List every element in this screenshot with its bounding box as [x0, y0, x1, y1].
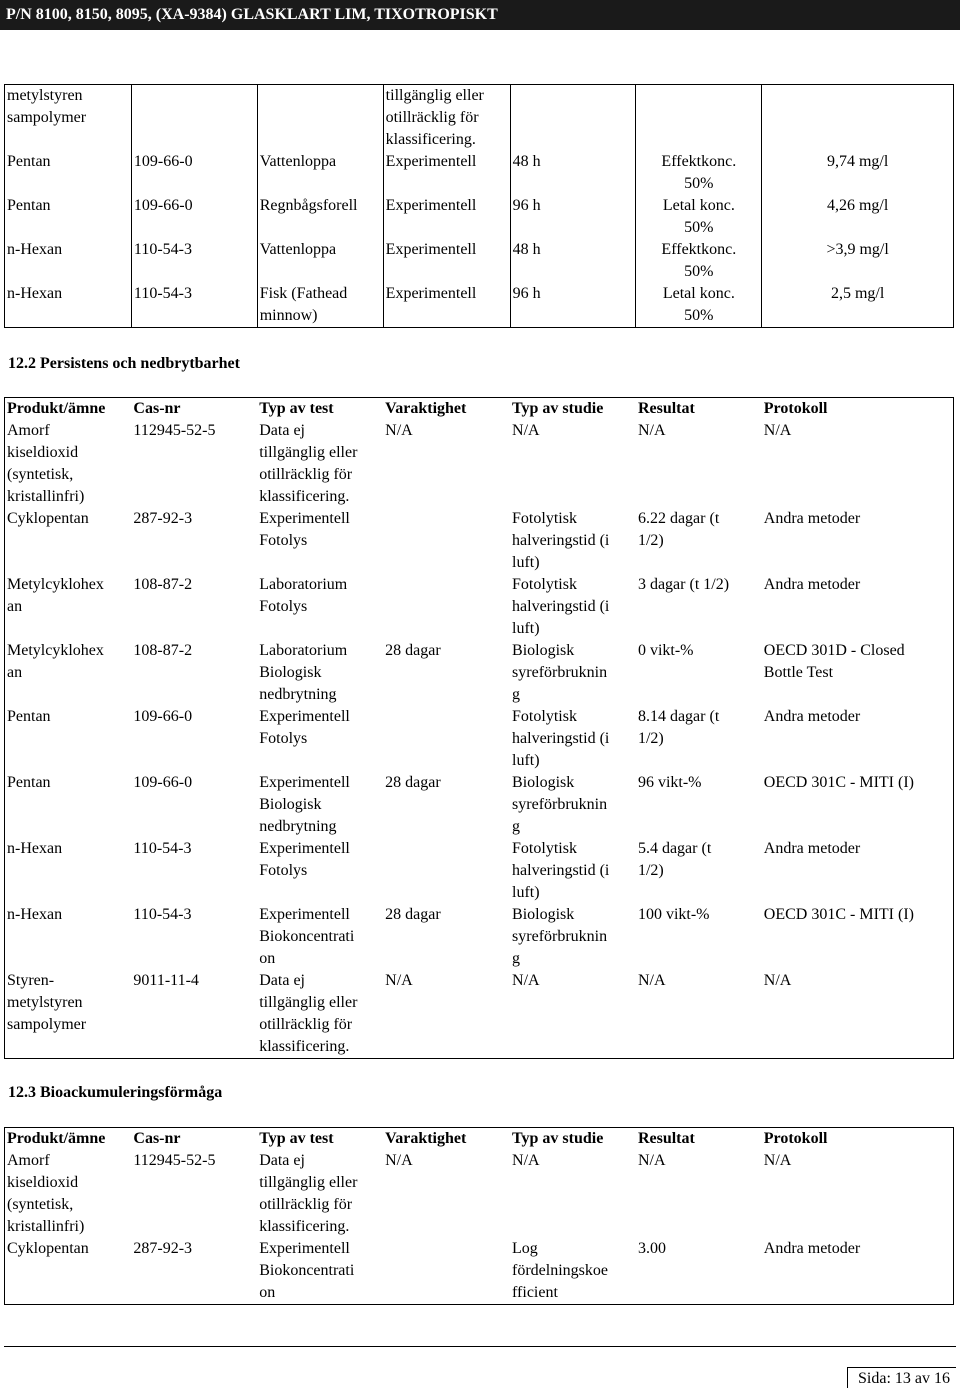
table-cell: Pentan — [5, 151, 132, 195]
table-cell: Fisk (Fathead minnow) — [257, 283, 383, 328]
table-cell: Cyklopentan — [7, 1240, 89, 1257]
column-header: Cas-nr — [133, 400, 181, 417]
table-row — [5, 970, 954, 1059]
table-cell: Pentan — [7, 774, 51, 791]
table-cell — [383, 706, 510, 772]
column-header: Cas-nr — [133, 1130, 181, 1147]
table-row — [5, 239, 954, 283]
table-row — [5, 508, 954, 574]
column-header: Protokoll — [763, 1130, 828, 1147]
table-row — [5, 283, 954, 328]
table-cell: Letal konc. 50% — [636, 283, 762, 328]
table-cell: Data ej tillgänglig eller otillräcklig för klassificering. — [259, 422, 358, 505]
table-cell: 28 dagar — [385, 774, 441, 791]
table-cell: 109-66-0 — [131, 151, 257, 195]
table-cell: Biologisk syreförbruknin g — [512, 642, 608, 703]
table-cell: 48 h — [510, 151, 636, 195]
table-cell: Andra metoder — [763, 510, 861, 527]
table-cell: Vattenloppa — [257, 151, 383, 195]
table-cell: Experimentell — [383, 151, 510, 195]
column-header: Protokoll — [763, 400, 828, 417]
table-cell: 8.14 dagar (t 1/2) — [637, 708, 720, 747]
table-cell: N/A — [637, 422, 666, 439]
table-cell: n-Hexan — [5, 239, 132, 283]
table-cell: N/A — [385, 1152, 413, 1169]
table-cell: Cyklopentan — [7, 510, 89, 527]
table-cell — [383, 508, 510, 574]
table-cell: Experimentell Fotolys — [259, 840, 350, 879]
table-row — [5, 838, 954, 904]
column-header: Resultat — [637, 400, 695, 417]
table-row — [5, 1150, 954, 1238]
table-cell: Experimentell Fotolys — [259, 708, 350, 747]
section-title-persistence: 12.2 Persistens och nedbrytbarhet — [8, 355, 240, 372]
table-header-row — [5, 1128, 954, 1151]
column-header: Produkt/ämne — [7, 1130, 106, 1147]
table-cell: 6.22 dagar (t 1/2) — [637, 510, 720, 549]
table-cell: N/A — [763, 972, 792, 989]
table-cell: OECD 301C - MITI (I) — [763, 774, 914, 791]
table-cell: Amorf kiseldioxid (syntetisk, kristallinfri) — [7, 1152, 85, 1235]
table-cell: N/A — [763, 422, 792, 439]
table-cell: Andra metoder — [763, 840, 861, 857]
table-cell: n-Hexan — [7, 840, 63, 857]
table-cell: 112945-52-5 — [133, 1152, 216, 1169]
table-cell: 109-66-0 — [133, 708, 193, 725]
table-cell: 110-54-3 — [133, 840, 192, 857]
table-cell: 110-54-3 — [131, 283, 257, 328]
table-cell: Fotolytisk halveringstid (i luft) — [512, 510, 610, 571]
table-cell: Biologisk syreförbruknin g — [512, 774, 608, 835]
table-cell: 2,5 mg/l — [762, 283, 954, 328]
table-cell: 112945-52-5 — [133, 422, 216, 439]
column-header: Varaktighet — [385, 400, 467, 417]
table-cell: 109-66-0 — [133, 774, 193, 791]
table-row — [5, 904, 954, 970]
table-cell: Experimentell — [383, 195, 510, 239]
table-cell: 96 h — [510, 283, 636, 328]
table-row — [5, 574, 954, 640]
table-cell: N/A — [512, 422, 540, 439]
bioaccumulation-table — [4, 1127, 954, 1305]
table-cell: 110-54-3 — [131, 239, 257, 283]
table-cell: Pentan — [5, 195, 132, 239]
table-cell: 3 dagar (t 1/2) — [637, 576, 730, 593]
table-cell: N/A — [512, 1152, 540, 1169]
table-cell: n-Hexan — [7, 906, 63, 923]
column-header: Typ av test — [259, 400, 334, 417]
table-cell: Log fördelningskoe fficient — [512, 1240, 608, 1301]
table-row — [5, 772, 954, 838]
table-row — [5, 85, 954, 152]
table-cell: Metylcyklohex an — [7, 642, 104, 681]
table-cell: Experimentell Biologisk nedbrytning — [259, 774, 350, 835]
table-cell: N/A — [385, 972, 413, 989]
table-cell: Styren- metylstyren sampolymer — [7, 972, 87, 1033]
table-cell: N/A — [512, 972, 540, 989]
table-row — [5, 706, 954, 772]
table-cell: 28 dagar — [385, 642, 441, 659]
table-cell: Experimentell Fotolys — [259, 510, 350, 549]
table-row — [5, 420, 954, 508]
table-cell: 0 vikt-% — [637, 642, 694, 659]
table-cell: 287-92-3 — [133, 1240, 193, 1257]
table-cell: n-Hexan — [5, 283, 132, 328]
table-cell: N/A — [763, 1152, 792, 1169]
table-row — [5, 1238, 954, 1305]
table-cell: 9,74 mg/l — [762, 151, 954, 195]
page-number: Sida: 13 av 16 — [847, 1367, 956, 1388]
table-cell: 96 h — [510, 195, 636, 239]
ecotoxicity-table-continued — [4, 84, 954, 328]
table-cell: Laboratorium Fotolys — [259, 576, 348, 615]
table-cell — [762, 85, 954, 152]
table-cell: 9011-11-4 — [133, 972, 199, 989]
table-cell: 109-66-0 — [131, 195, 257, 239]
table-cell: Biologisk syreförbruknin g — [512, 906, 608, 967]
table-row — [5, 151, 954, 195]
table-cell — [510, 85, 636, 152]
table-cell: Effektkonc. 50% — [636, 239, 762, 283]
table-cell — [257, 85, 383, 152]
column-header: Varaktighet — [385, 1130, 467, 1147]
table-cell: Andra metoder — [763, 708, 861, 725]
table-cell: Letal konc. 50% — [636, 195, 762, 239]
section-title-bioaccumulation: 12.3 Bioackumuleringsförmåga — [8, 1084, 223, 1101]
table-cell: Experimentell Biokoncentrati on — [259, 1240, 355, 1301]
table-row — [5, 640, 954, 706]
table-cell: 28 dagar — [385, 906, 441, 923]
column-header: Typ av test — [259, 1130, 334, 1147]
table-cell: Data ej tillgänglig eller otillräcklig för klassificering. — [259, 1152, 358, 1235]
table-row — [5, 195, 954, 239]
table-cell: 5.4 dagar (t 1/2) — [637, 840, 712, 879]
table-cell: Andra metoder — [763, 576, 861, 593]
table-cell: Metylcyklohex an — [7, 576, 104, 615]
table-cell: Experimentell — [383, 283, 510, 328]
table-cell: 48 h — [510, 239, 636, 283]
table-header-row — [5, 398, 954, 421]
table-cell: Experimentell — [383, 239, 510, 283]
table-cell: >3,9 mg/l — [762, 239, 954, 283]
table-cell: Effektkonc. 50% — [636, 151, 762, 195]
table-cell: 3.00 — [637, 1240, 666, 1257]
table-cell: Laboratorium Biologisk nedbrytning — [259, 642, 348, 703]
table-cell: OECD 301D - Closed Bottle Test — [763, 642, 905, 681]
table-cell: 108-87-2 — [133, 576, 193, 593]
table-cell: 287-92-3 — [133, 510, 193, 527]
table-cell: 96 vikt-% — [637, 774, 702, 791]
table-cell: metylstyren sampolymer — [5, 85, 132, 152]
table-cell: OECD 301C - MITI (I) — [763, 906, 914, 923]
persistence-table — [4, 397, 954, 1059]
table-cell: N/A — [637, 1152, 666, 1169]
table-cell: Fotolytisk halveringstid (i luft) — [512, 708, 610, 769]
column-header: Resultat — [637, 1130, 695, 1147]
table-cell: 110-54-3 — [133, 906, 192, 923]
table-cell: tillgänglig eller otillräcklig för klassificering. — [383, 85, 510, 152]
table-cell — [131, 85, 257, 152]
table-cell: N/A — [385, 422, 413, 439]
table-cell: 100 vikt-% — [637, 906, 710, 923]
table-cell — [383, 838, 510, 904]
table-cell: 108-87-2 — [133, 642, 193, 659]
document-header: P/N 8100, 8150, 8095, (XA-9384) GLASKLART LIM, TIXOTROPISKT — [0, 0, 960, 30]
table-cell: Pentan — [7, 708, 51, 725]
table-cell: Fotolytisk halveringstid (i luft) — [512, 840, 610, 901]
table-cell: N/A — [637, 972, 666, 989]
column-header: Typ av studie — [512, 1130, 604, 1147]
footer-divider — [4, 1346, 956, 1347]
table-cell: Data ej tillgänglig eller otillräcklig för klassificering. — [259, 972, 358, 1055]
table-cell: 4,26 mg/l — [762, 195, 954, 239]
table-cell: Fotolytisk halveringstid (i luft) — [512, 576, 610, 637]
table-cell — [636, 85, 762, 152]
column-header: Typ av studie — [512, 400, 604, 417]
table-cell: Regnbågsforell — [257, 195, 383, 239]
table-cell: Vattenloppa — [257, 239, 383, 283]
table-cell: Experimentell Biokoncentrati on — [259, 906, 355, 967]
column-header: Produkt/ämne — [7, 400, 106, 417]
table-cell — [383, 1238, 510, 1305]
table-cell: Andra metoder — [763, 1240, 861, 1257]
table-cell: Amorf kiseldioxid (syntetisk, kristallinfri) — [7, 422, 85, 505]
table-cell — [383, 574, 510, 640]
